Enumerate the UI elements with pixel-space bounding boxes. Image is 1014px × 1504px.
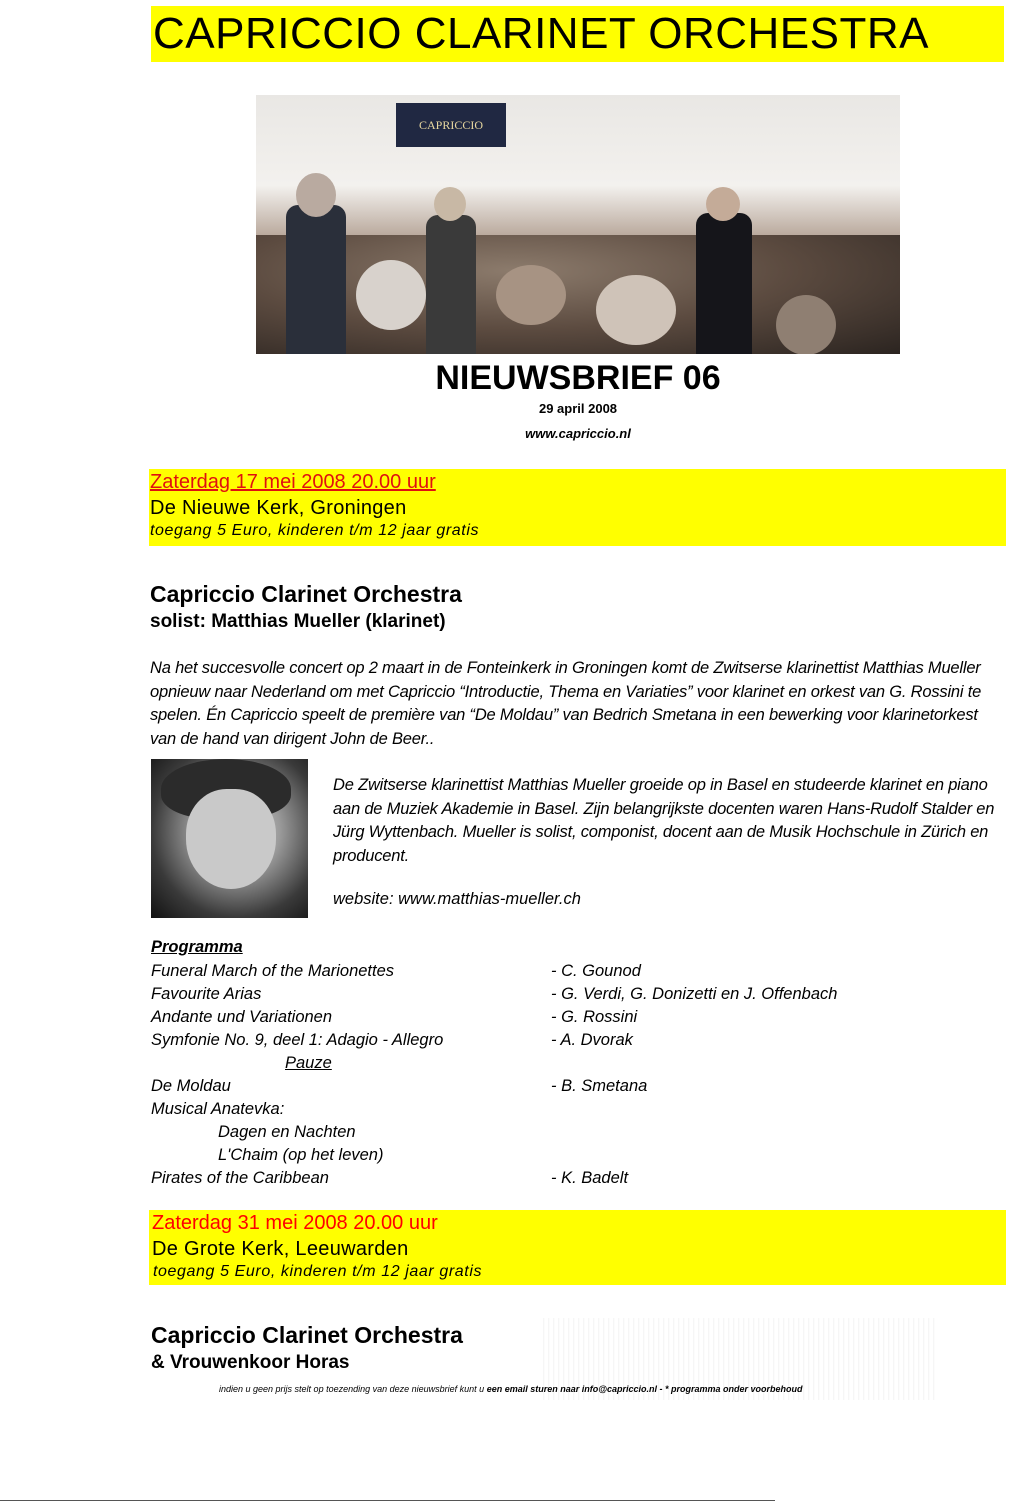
bottom-divider — [0, 1500, 775, 1501]
event-1-banner — [149, 469, 1006, 546]
event-1-orchestra: Capriccio Clarinet Orchestra — [150, 581, 462, 607]
program-item-composer: - A. Dvorak — [551, 1031, 633, 1049]
soloist-website[interactable]: website: www.matthias-mueller.ch — [333, 890, 581, 908]
event-1-price: toegang 5 Euro, kinderen t/m 12 jaar gratis — [150, 522, 480, 539]
event-2-orchestra: Capriccio Clarinet Orchestra — [151, 1322, 463, 1348]
event-2-price: toegang 5 Euro, kinderen t/m 12 jaar gratis — [153, 1263, 483, 1280]
orchestra-photo — [256, 95, 900, 354]
event-2-date: Zaterdag 31 mei 2008 20.00 uur — [152, 1212, 438, 1234]
event-1-place: De Nieuwe Kerk, Groningen — [150, 497, 407, 519]
event-1-soloist: solist: Matthias Mueller (klarinet) — [150, 611, 446, 632]
program-item-composer: - K. Badelt — [551, 1169, 629, 1187]
event-2-place: De Grote Kerk, Leeuwarden — [152, 1238, 409, 1260]
program-item-title: Favourite Arias — [151, 985, 262, 1003]
footer-note-email[interactable]: een email sturen naar info@capriccio.nl - * programma onder voorbehoud — [486, 1384, 803, 1394]
footer-note-text: indien u geen prijs stelt op toezending van deze nieuwsbrief kunt u — [219, 1384, 487, 1394]
event-1-date: Zaterdag 17 mei 2008 20.00 uur — [150, 471, 436, 493]
footer-note — [219, 1384, 803, 1394]
program-item-composer: - G. Verdi, G. Donizetti en J. Offenbach — [551, 985, 838, 1003]
program-item-title: Funeral March of the Marionettes — [151, 962, 395, 980]
website-link[interactable]: www.capriccio.nl — [525, 426, 631, 441]
event-2-banner — [149, 1210, 1006, 1285]
program-subitem-title: Dagen en Nachten — [218, 1123, 356, 1141]
program-item-composer: - G. Rossini — [551, 1008, 638, 1026]
soloist-portrait — [151, 759, 308, 918]
page-title: CAPRICCIO CLARINET ORCHESTRA — [151, 6, 1004, 62]
program-item-composer: - C. Gounod — [551, 962, 641, 980]
soloist-bio: De Zwitserse klarinettist Matthias Mueller groeide op in Basel en studeerde klarinet en piano aan de Muziek Akademie in Basel. Zijn belangrijkste docenten waren Hans-Rudolf Stalder en Jürg Wyttenbach. Mueller is solist, componist, docent aan de Musik Hochschule in Zürich en producent. — [333, 776, 995, 865]
program-item-composer: - B. Smetana — [551, 1077, 648, 1095]
program-item-title: Andante und Variationen — [151, 1008, 333, 1026]
newsletter-date: 29 april 2008 — [538, 401, 618, 416]
program-subitem-title: L'Chaim (op het leven) — [218, 1146, 384, 1164]
program-heading: Programma — [151, 938, 243, 956]
photo-banner: CAPRICCIO — [396, 103, 506, 147]
event-2-guest: & Vrouwenkoor Horas — [151, 1352, 350, 1373]
program-item-title: De Moldau — [151, 1077, 231, 1095]
program-item-title: Symfonie No. 9, deel 1: Adagio - Allegro — [151, 1031, 444, 1049]
program-item-title: Pirates of the Caribbean — [151, 1169, 329, 1187]
program-intermission: Pauze — [285, 1054, 332, 1072]
newsletter-title: NIEUWSBRIEF 06 — [435, 359, 721, 397]
program-item-title: Musical Anatevka: — [151, 1100, 285, 1118]
intro-paragraph: Na het succesvolle concert op 2 maart in de Fonteinkerk in Groningen komt de Zwitserse klarinettist Matthias Mueller opnieuw naar Nederland om met Capriccio “Introductie, Thema en Variaties” voor klarinet en orkest van G. Rossini te spelen. Én Capriccio speelt de première van “De Moldau” van Bedrich Smetana in een bewerking voor klarinetorkest van de hand van dirigent John de Beer.. — [150, 659, 982, 748]
